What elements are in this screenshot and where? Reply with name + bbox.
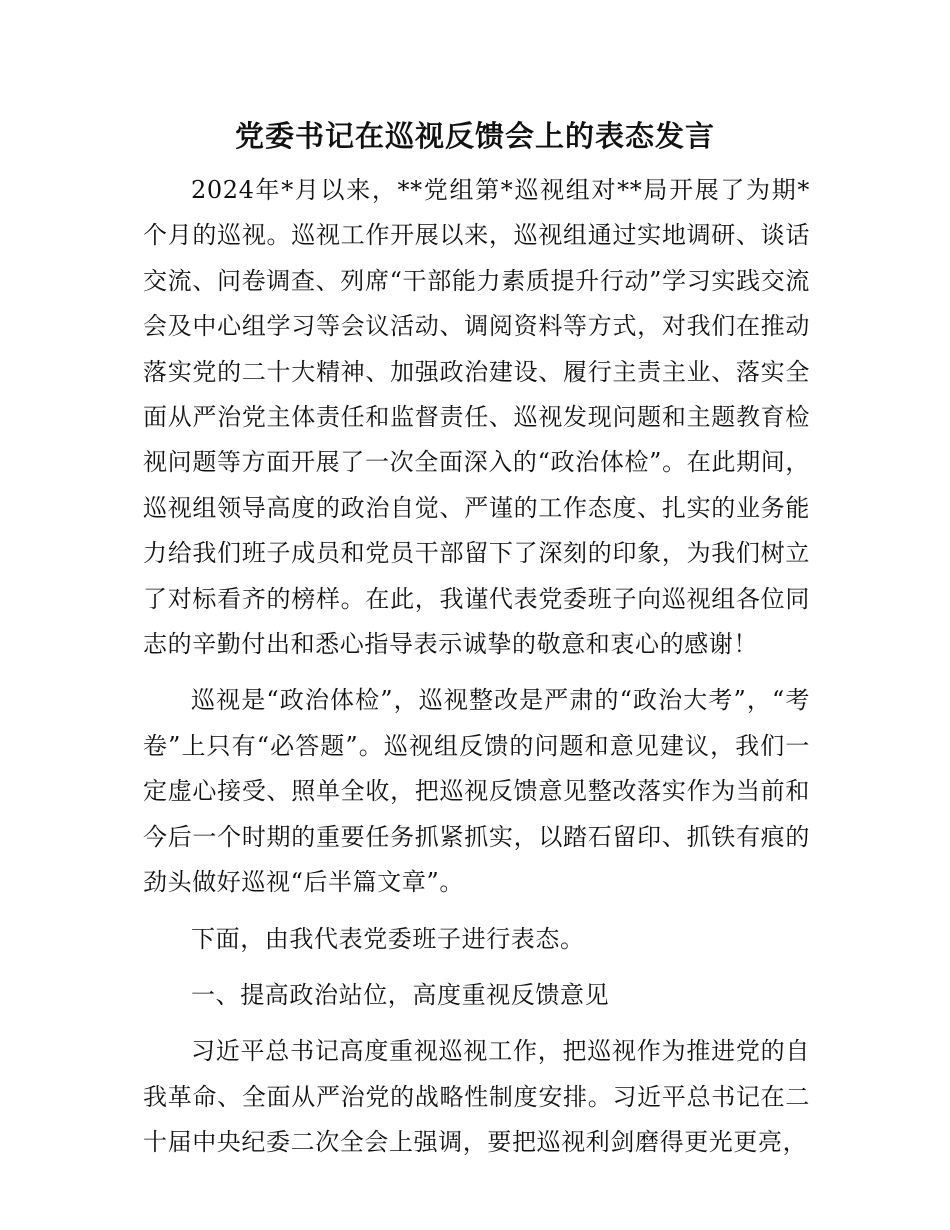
paragraph-statement-intro: 下面，由我代表党委班子进行表态。 (191, 924, 585, 953)
paragraph-inspection-exam: 巡视是“政治体检”，巡视整改是严肃的“政治大考”，“考卷”上只有“必答题”。巡视组反馈的问题和意见建议，我们一定虚心接受、照单全收，把巡视反馈意见整改落实作为当前和今后一个时期的重要任务抓紧抓实，以踏石留印、抓铁有痕的劲头做好巡视“后半篇文章”。 (143, 686, 810, 897)
document-body (143, 168, 810, 1166)
paragraph-section-1-body: 习近平总书记高度重视巡视工作，把巡视作为推进党的自我革命、全面从严治党的战略性制度安排。习近平总书记在二十届中央纪委二次全会上强调，要把巡视利剑磨得更光更亮， (143, 1037, 810, 1157)
document-title: 党委书记在巡视反馈会上的表态发言 (234, 119, 715, 153)
section-heading-1: 一、提高政治站位，高度重视反馈意见 (191, 980, 610, 1009)
paragraph-opening: 2024年*月以来，**党组第*巡视组对**局开展了为期*个月的巡视。巡视工作开展以来，巡视组通过实地调研、谈话交流、问卷调查、列席“干部能力素质提升行动”学习实践交流会及中心组学习等会议活动、调阅资料等方式，对我们在推动落实党的二十大精神、加强政治建设、履行主责主业、落实全面从严治党主体责任和监督责任、巡视发现问题和主题教育检视问题等方面开展了一次全面深入的“政治体检”。在此期间，巡视组领导高度的政治自觉、严谨的工作态度、扎实的业务能力给我们班子成员和党员干部留下了深刻的印象，为我们树立了对标看齐的榜样。在此，我谨代表党委班子向巡视组各位同志的辛勤付出和悉心指导表示诚挚的敬意和衷心的感谢！ (143, 176, 810, 659)
